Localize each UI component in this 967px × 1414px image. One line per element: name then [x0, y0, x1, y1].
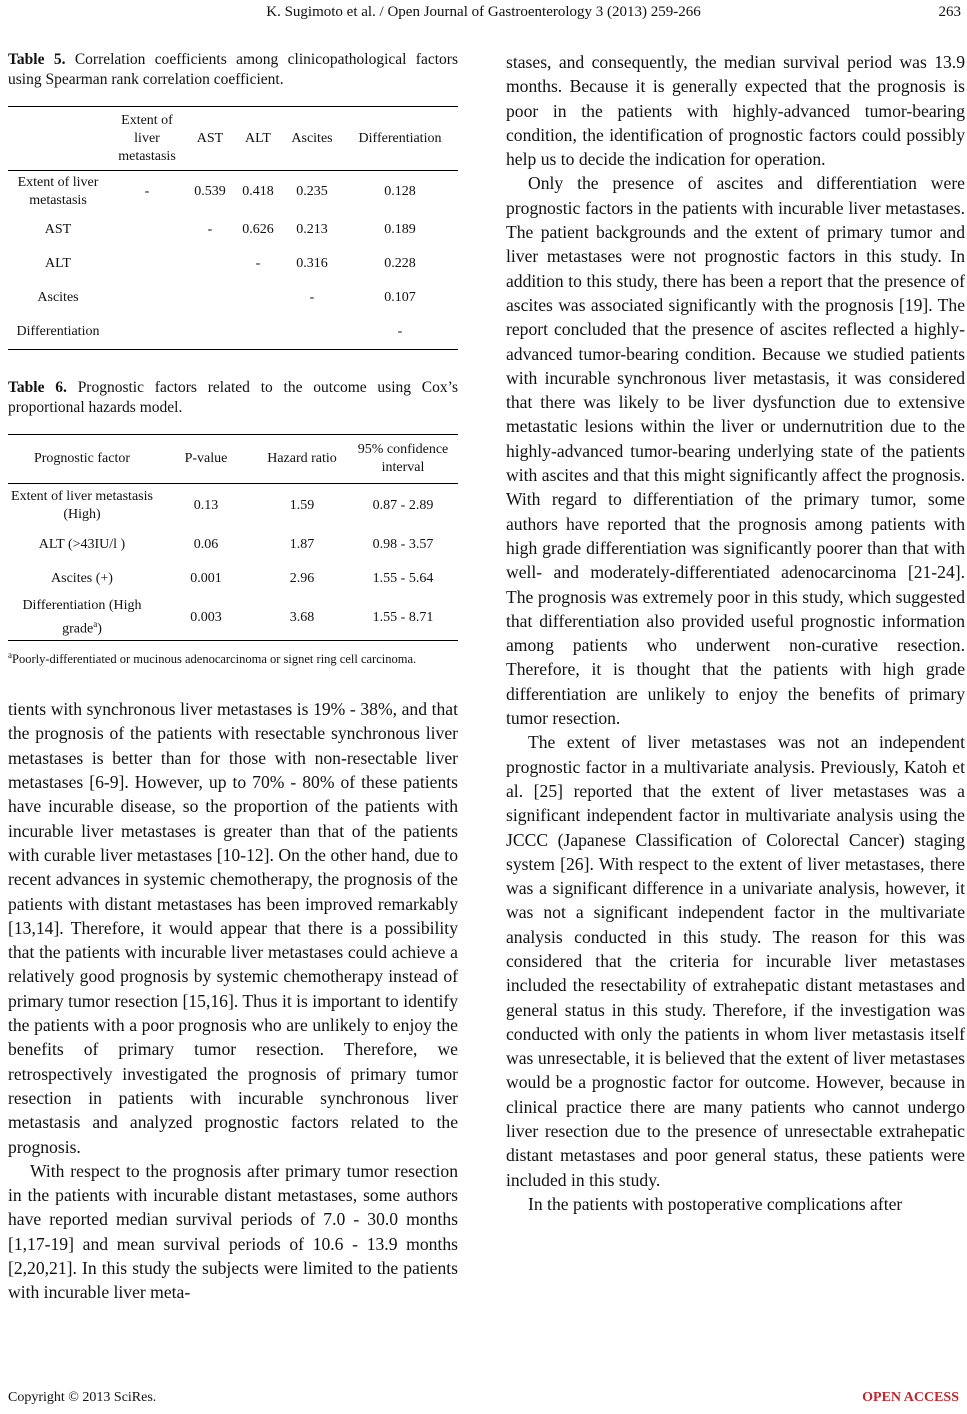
- footnote-text: Poorly-differentiated or mucinous adenocarcinoma or signet ring cell carcinoma.: [12, 652, 417, 667]
- table-cell: 0.189: [384, 222, 416, 237]
- table6-caption: [8, 378, 458, 418]
- paragraph: The extent of liver metastases was not an independent prognostic factor in a multivariate analysis. Previously, Katoh et al. [25] reported that the extent of liver metastases was a significant independent factor in multivariate analysis using the JCCC (Japanese Classification of Colorectal Cancer) staging system [26]. With respect to the extent of liver metastases, there was a significant difference in a univariate analysis, however, it was not a significant independent factor in the multivariate analysis conducted in this study. The reason for this was considered that the criteria for incurable liver metastases included the resectability of extrahepatic distant metastases and general status in this study. Therefore, if the investigation was conducted with only the patients in whom liver metastasis itself was unresectable, it is believed that the extent of liver metastases would be a prognostic factor for outcome. However, because in clinical practice there are many patients who cannot undergo liver resection due to the presence of unresectable extrahepatic distant metastases and poor general status, these patients were included in this study.: [506, 732, 965, 1190]
- paragraph: tients with synchronous liver metastases is 19% - 38%, and that the prognosis of the patients with resectable synchronous liver metastases is better than for those with non-resectable liver metastases [6-9]. However, up to 70% - 80% of these patients have incurable disease, so the proportion of the patients with incurable liver metastases is greater than that of the patients with curable liver metastases [10-12]. On the other hand, due to recent advances in systemic chemotherapy, the prognosis of the patients with distant metastases has been improved remarkably [13,14]. Therefore, it would appear that there is a possibility that the patients with incurable liver metastases could achieve a relatively good prognosis by systemic chemotherapy instead of primary tumor resection [15,16]. Thus it is important to identify the patients with a poor prognosis who are unlikely to enjoy the benefits of primary tumor resection. Therefore, we retrospectively investigated the prognosis of primary tumor resection in patients with incurable synchronous liver metastasis and analyzed prognostic factors related to the prognosis.: [8, 699, 458, 1157]
- table-cell: -: [397, 324, 403, 339]
- table-cell: Differentiation: [16, 324, 100, 339]
- table-row: [8, 562, 458, 596]
- left-body-text: [8, 697, 458, 1304]
- page-number: 263: [938, 4, 961, 20]
- table-cell: 0.539: [194, 184, 226, 199]
- table5-label: Table 5.: [8, 51, 66, 68]
- table-cell: 0.316: [296, 256, 328, 271]
- table-cell-close: ): [97, 621, 102, 637]
- table6-col-header: P-value: [156, 435, 256, 484]
- table5-caption-text: Correlation coefficients among clinicopathological factors using Spearman rank correlation coefficient.: [8, 51, 458, 88]
- table-cell: 0.213: [296, 222, 328, 237]
- table-cell: 0.98 - 3.57: [372, 537, 434, 552]
- table6-col-header: 95% confidence interval: [348, 435, 458, 484]
- table5-col-header: ALT: [234, 107, 282, 171]
- table-cell: [108, 213, 186, 247]
- table-cell: 1.55 - 8.71: [372, 610, 434, 625]
- table-cell: [282, 315, 342, 350]
- table-cell: AST: [44, 222, 72, 237]
- table-cell: 1.59: [289, 498, 315, 513]
- table-cell: [186, 247, 234, 281]
- left-column: [8, 50, 458, 1305]
- table-cell: -: [144, 184, 150, 199]
- paragraph: Only the presence of ascites and differentiation were prognostic factors in the patients with incurable liver metastases. The patient backgrounds and the extent of primary tumor and liver metastases were not prognostic factors in this study. In addition to this study, there has been a report that the presence of ascites was associated significantly with the prognosis [19]. The report concluded that the presence of ascites reflected a highly-advanced tumor-bearing condition. Because we studied patients with incurable synchronous liver metastasis, it was considered that there was likely to be liver dysfunction due to extensive metastatic lesions within the liver or undernutrition due to the highly-advanced tumor-bearing underlying state of the patients with ascites and that this might significantly affect the prognosis. With regard to differentiation of the primary tumor, some authors have reported that the prognosis among patients with high grade differentiation was significantly poorer than that with well- and moderately-differentiated adenocarcinoma [21-24]. The prognosis was extremely poor in this study, which suggested that differentiation also provided useful prognostic information among patients who underwent non-curative resection. Therefore, it is thought that the patients with high grade differentiation are unlikely to enjoy the benefits of primary tumor resection.: [506, 173, 965, 729]
- footnote-marker: a: [8, 650, 12, 660]
- table5-col-header: Differentiation: [342, 107, 458, 171]
- table-cell: 0.06: [193, 537, 219, 552]
- table5-caption: [8, 50, 458, 90]
- table-row: [8, 281, 458, 315]
- table-row: [8, 315, 458, 350]
- table-cell: Extent of liver metastasis: [17, 175, 99, 208]
- table5-col-header: Extent of liver metastasis: [108, 107, 186, 171]
- open-access-badge: OPEN ACCESS: [862, 1390, 959, 1405]
- table-cell: [186, 281, 234, 315]
- table-cell: Ascites (+): [51, 571, 113, 586]
- table-cell: 2.96: [289, 571, 315, 586]
- table-cell: 0.107: [384, 290, 416, 305]
- table-row: [8, 596, 458, 641]
- table-cell: 3.68: [289, 610, 315, 625]
- copyright-notice: Copyright © 2013 SciRes.: [8, 1390, 157, 1405]
- table-cell: -: [255, 256, 261, 271]
- table-cell: -: [309, 290, 315, 305]
- table-row: [8, 528, 458, 562]
- table-cell: -: [207, 222, 213, 237]
- table-cell: [108, 247, 186, 281]
- table-cell: [108, 281, 186, 315]
- table-cell: 0.128: [384, 184, 416, 199]
- paragraph: In the patients with postoperative complications after: [528, 1193, 903, 1214]
- table5: [8, 106, 458, 350]
- table-cell: [234, 315, 282, 350]
- paragraph: With respect to the prognosis after primary tumor resection in the patients with incurable distant metastases, some authors have reported median survival periods of 7.0 - 30.0 months [1,17-19] and mean survival periods of 10.6 - 13.9 months [2,20,21]. In this study the subjects were limited to the patients with incurable liver meta-: [8, 1160, 458, 1303]
- table-cell: 0.001: [190, 571, 222, 586]
- table5-col-header: [8, 107, 108, 171]
- table6: [8, 434, 458, 641]
- table6-col-header: Hazard ratio: [256, 435, 348, 484]
- table-cell: 1.87: [289, 537, 315, 552]
- table-cell: Extent of liver metastasis (High): [11, 489, 153, 522]
- table-cell: [234, 281, 282, 315]
- table6-footnote: [8, 647, 458, 667]
- table6-caption-text: Prognostic factors related to the outcome using Cox’s proportional hazards model.: [8, 379, 458, 416]
- table-row: [8, 247, 458, 281]
- table-cell: 0.235: [296, 184, 328, 199]
- footnote-marker: a: [93, 619, 98, 630]
- table-cell: 0.87 - 2.89: [372, 498, 434, 513]
- paragraph: stases, and consequently, the median survival period was 13.9 months. Because it is generally expected that the prognosis is poor in the patients with highly-advanced tumor-bearing condition, the identification of prognostic factors could possibly help us to decide the indication for operation.: [506, 52, 965, 170]
- running-header: [0, 0, 967, 24]
- table-cell: 0.003: [190, 610, 222, 625]
- table-cell: ALT (>43IU/l ): [38, 537, 126, 552]
- right-column: [506, 50, 965, 1216]
- table-row: [8, 484, 458, 529]
- table-cell: Ascites: [37, 290, 79, 305]
- table-cell: 0.418: [242, 184, 274, 199]
- table6-header-row: [8, 435, 458, 484]
- table-cell: 0.626: [242, 222, 274, 237]
- table-cell: [8, 596, 156, 641]
- table-row: [8, 213, 458, 247]
- running-title: K. Sugimoto et al. / Open Journal of Gastroenterology 3 (2013) 259-266: [266, 4, 701, 20]
- table-cell: ALT: [45, 256, 71, 271]
- table-cell-text: Differentiation (High grade: [22, 598, 142, 637]
- table5-header-row: [8, 107, 458, 171]
- table-cell: [186, 315, 234, 350]
- table-cell: [108, 315, 186, 350]
- table5-col-header: Ascites: [282, 107, 342, 171]
- table-cell: 0.13: [193, 498, 219, 513]
- right-body-text: [506, 50, 965, 1216]
- table6-col-header: Prognostic factor: [8, 435, 156, 484]
- table6-label: Table 6.: [8, 379, 67, 396]
- table-cell: 1.55 - 5.64: [372, 571, 434, 586]
- table5-col-header: AST: [186, 107, 234, 171]
- table-row: [8, 171, 458, 214]
- table-cell: 0.228: [384, 256, 416, 271]
